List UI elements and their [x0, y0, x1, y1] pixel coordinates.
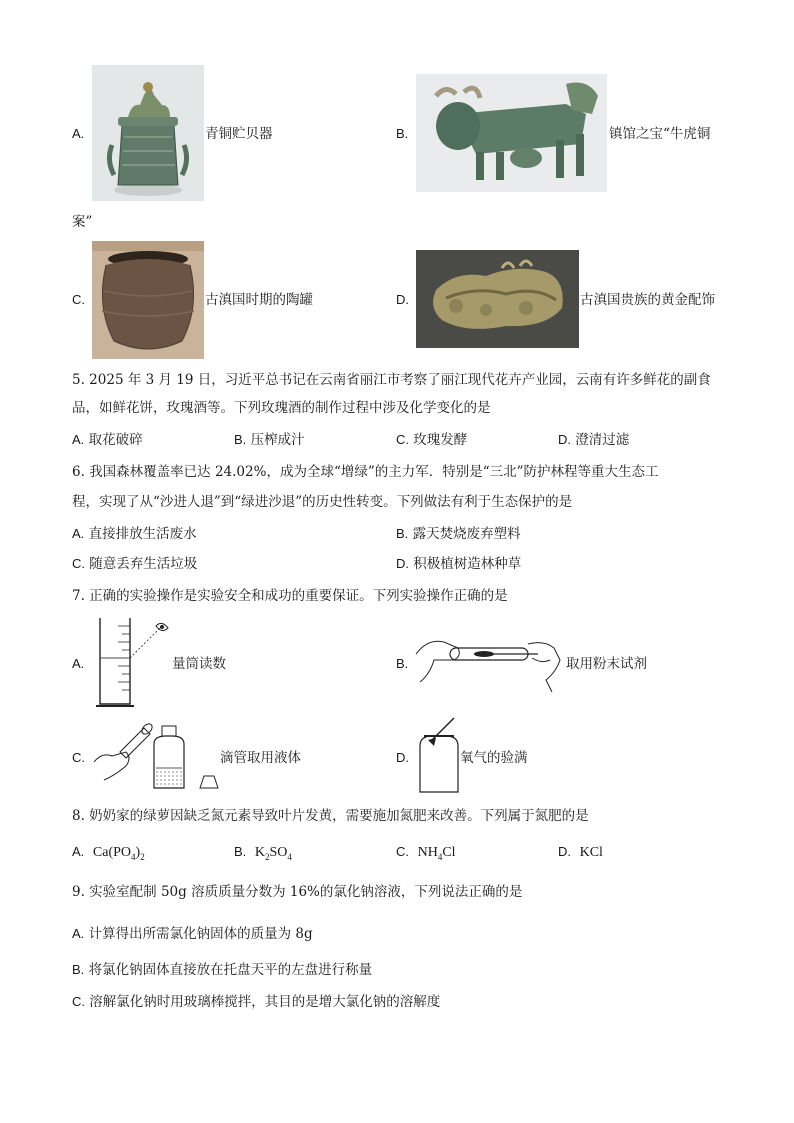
q9-option-b: B. 将氯化钠固体直接放在托盘天平的左盘进行称量: [72, 962, 373, 978]
q6-option-a: A. 直接排放生活废水: [72, 526, 197, 542]
q7-option-d-letter: D.: [396, 750, 409, 765]
gold-ornament-image: [416, 250, 579, 348]
q6-option-d: D. 积极植树造林种草: [396, 556, 522, 572]
q7-option-a-caption: 量筒读数: [172, 656, 226, 672]
bronze-cowry-container-image: [92, 65, 204, 201]
q6-option-c: C. 随意丢弃生活垃圾: [72, 556, 198, 572]
q7-option-c-caption: 滴管取用液体: [220, 750, 301, 766]
q4-option-a-letter: A.: [72, 126, 85, 141]
q6-stem-line1: 6. 我国森林覆盖率已达 24.02%，成为全球“增绿”的主力军．特别是“三北”防护林程等重大生态工: [72, 464, 659, 480]
bull-tiger-bronze-table-image: [416, 74, 607, 192]
q4-option-d-letter: D.: [396, 292, 409, 307]
q7-option-b-letter: B.: [396, 656, 409, 671]
q4-option-b-caption-continued: 案”: [72, 214, 93, 230]
oxygen-collection-test-diagram: [414, 716, 464, 796]
q4-option-b-letter: B.: [396, 126, 409, 141]
q7-option-a-letter: A.: [72, 656, 85, 671]
q8-option-b: B. $K_2SO_4$: [234, 844, 292, 862]
q7-option-d-caption: 氧气的验满: [460, 750, 528, 766]
dian-pottery-jar-image: [92, 241, 204, 359]
q4-option-b-caption: 镇馆之宝“牛虎铜: [609, 126, 711, 142]
q8-option-a: A. $Ca(PO_4)_2$: [72, 844, 145, 862]
q9-stem: 9. 实验室配制 50g 溶质质量分数为 16%的氯化钠溶液，下列说法正确的是: [72, 884, 523, 900]
q5-option-c: C. 玫瑰发酵: [396, 432, 468, 448]
dropper-liquid-diagram: [92, 722, 222, 792]
q4-option-c-caption: 古滇国时期的陶罐: [205, 292, 313, 308]
powder-reagent-test-tube-diagram: [414, 630, 564, 696]
q7-option-b-caption: 取用粉末试剂: [566, 656, 647, 672]
q4-option-d-caption: 古滇国贵族的黄金配饰: [580, 292, 715, 308]
graduated-cylinder-reading-diagram: [90, 614, 180, 710]
q9-option-c: C. 溶解氯化钠时用玻璃棒搅拌，其目的是增大氯化钠的溶解度: [72, 994, 441, 1010]
q4-option-c-letter: C.: [72, 292, 85, 307]
q5-option-b: B. 压榨成汁: [234, 432, 305, 448]
q8-option-d: D. KCl: [558, 844, 603, 860]
q9-option-a: A. 计算得出所需氯化钠固体的质量为 8g: [72, 926, 313, 942]
q6-option-b: B. 露天焚烧废弃塑料: [396, 526, 521, 542]
q5-option-d: D. 澄清过滤: [558, 432, 630, 448]
q4-option-a-caption: 青铜贮贝器: [205, 126, 273, 142]
q7-stem: 7. 正确的实验操作是实验安全和成功的重要保证。下列实验操作正确的是: [72, 588, 508, 604]
q8-stem: 8. 奶奶家的绿萝因缺乏氮元素导致叶片发黄，需要施加氮肥来改善。下列属于氮肥的是: [72, 808, 589, 824]
q7-option-c-letter: C.: [72, 750, 85, 765]
q5-stem-line2: 品，如鲜花饼，玫瑰酒等。下列玫瑰酒的制作过程中涉及化学变化的是: [72, 400, 491, 416]
q5-option-a: A. 取花破碎: [72, 432, 143, 448]
q6-stem-line2: 程，实现了从“沙进人退”到“绿进沙退”的历史性转变。下列做法有利于生态保护的是: [72, 494, 573, 510]
q5-stem-line1: 5. 2025 年 3 月 19 日，习近平总书记在云南省丽江市考察了丽江现代花卉产业园，云南有许多鲜花的副食: [72, 372, 711, 388]
q8-option-c: C. $NH_4Cl$: [396, 844, 456, 862]
